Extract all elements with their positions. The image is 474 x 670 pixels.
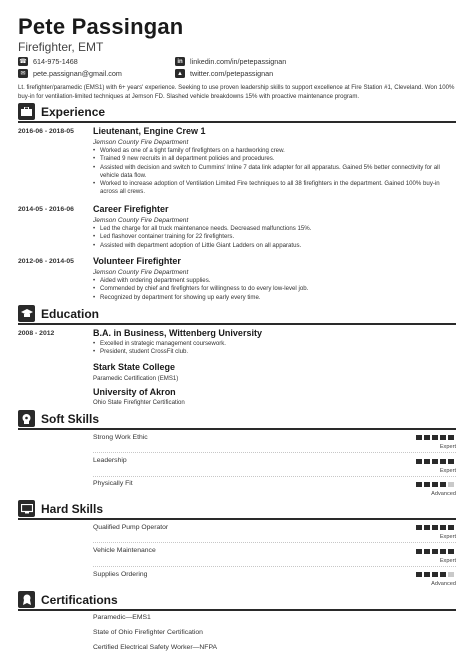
education-header [18, 305, 99, 322]
experience-divider [18, 121, 456, 123]
soft-skills-header [18, 410, 99, 427]
rating-dot-filled [424, 435, 430, 440]
linkedin-contact[interactable] [175, 57, 286, 66]
rating-dot-filled [432, 525, 438, 530]
experience-header [18, 103, 105, 120]
skill-separator [93, 566, 456, 567]
soft-skills-title: Soft Skills [41, 411, 100, 426]
list-item: • Worked as one of a tight family of firefighters on a hardworking crew. [93, 147, 458, 155]
job-2-company: Jemson County Fire Department [93, 217, 189, 224]
rating-dot-filled [432, 459, 438, 464]
soft-skill-2-name: Leadership [93, 457, 127, 464]
hard-skills-divider [18, 518, 456, 520]
email-text[interactable]: pete.passignan@gmail.com [33, 69, 122, 78]
envelope-icon: ✉ [18, 69, 28, 78]
rating-dot-filled [424, 525, 430, 530]
rating-dot-empty [448, 572, 454, 577]
rating-dot-filled [432, 549, 438, 554]
rating-dot-filled [416, 459, 422, 464]
list-item: • Aided with ordering department supplies. [93, 277, 458, 285]
hard-skills-header [18, 500, 103, 517]
briefcase-icon [18, 103, 35, 120]
soft-skills-divider [18, 428, 456, 430]
graduation-cap-icon [18, 305, 35, 322]
rating-dot-filled [432, 435, 438, 440]
rating-dot-filled [432, 482, 438, 487]
monitor-icon [18, 500, 35, 517]
skill-rating [416, 482, 454, 487]
skill-rating [416, 459, 454, 464]
rating-dot-filled [448, 459, 454, 464]
edu-1-bullets [93, 340, 458, 357]
soft-skill-2-level: Expert [439, 468, 456, 474]
rating-dot-filled [424, 482, 430, 487]
certification-item: Certified Electrical Safety Worker—NFPA [93, 644, 218, 651]
skill-separator [93, 476, 456, 477]
certification-item: State of Ohio Firefighter Certification [93, 629, 203, 636]
job-2-bullets [93, 225, 458, 250]
edu-1-dates: 2008 - 2012 [18, 330, 55, 337]
list-item: • Led the charge for all truck maintenance needs. Decreased malfunctions 15%. [93, 225, 458, 233]
rating-dot-filled [416, 572, 422, 577]
rating-dot-filled [440, 482, 446, 487]
email-contact[interactable] [18, 69, 122, 78]
job-3-dates: 2012-06 - 2014-05 [18, 258, 74, 265]
rating-dot-filled [440, 435, 446, 440]
linkedin-text[interactable]: linkedin.com/in/petepassignan [190, 57, 287, 66]
candidate-title: Firefighter, EMT [18, 40, 104, 54]
certifications-divider [18, 609, 456, 611]
soft-skill-1-level: Expert [439, 444, 456, 450]
rating-dot-filled [424, 549, 430, 554]
edu-3-detail: Ohio State Firefighter Certification [93, 399, 185, 406]
rating-dot-filled [448, 435, 454, 440]
soft-skill-3-level: Advanced [431, 491, 456, 497]
rating-dot-empty [448, 482, 454, 487]
twitter-contact[interactable] [175, 69, 273, 78]
list-item: • Assisted with decision and switch to Cummins' Inline 7 data link adapter for all apparatus. Gained 5% better connectivity for all vehicle data flow. [93, 164, 458, 181]
skill-separator [93, 452, 456, 453]
list-item: • Assisted with department adoption of Little Giant Ladders on all apparatus. [93, 242, 458, 250]
edu-1-title: B.A. in Business, Wittenberg University [93, 328, 262, 338]
edu-3-title: University of Akron [93, 387, 176, 397]
rating-dot-filled [448, 525, 454, 530]
edu-2-title: Stark State College [93, 362, 176, 372]
rating-dot-filled [416, 525, 422, 530]
rating-dot-filled [440, 459, 446, 464]
job-1-bullets [93, 147, 458, 197]
soft-skill-3-name: Physically Fit [93, 480, 133, 487]
job-3-bullets [93, 277, 458, 302]
skill-rating [416, 525, 454, 530]
hard-skill-3-name: Supplies Ordering [93, 571, 148, 578]
certifications-title: Certifications [41, 592, 118, 607]
education-divider [18, 323, 456, 325]
hard-skill-1-level: Expert [439, 534, 456, 540]
job-3-title: Volunteer Firefighter [93, 256, 181, 266]
hard-skill-2-name: Vehicle Maintenance [93, 547, 156, 554]
phone-text: 614-975-1468 [33, 57, 78, 66]
rating-dot-filled [424, 572, 430, 577]
rating-dot-filled [424, 459, 430, 464]
skill-rating [416, 572, 454, 577]
hard-skills-title: Hard Skills [41, 501, 104, 516]
skill-rating [416, 549, 454, 554]
rating-dot-filled [440, 572, 446, 577]
rating-dot-filled [416, 435, 422, 440]
job-1-title: Lieutenant, Engine Crew 1 [93, 126, 206, 136]
list-item: • Recognized by department for showing up early every time. [93, 294, 458, 302]
soft-skill-1-name: Strong Work Ethic [93, 434, 148, 441]
twitter-text[interactable]: twitter.com/petepassignan [190, 69, 274, 78]
rating-dot-filled [440, 549, 446, 554]
certifications-header [18, 591, 118, 608]
job-2-dates: 2014-05 - 2016-06 [18, 206, 74, 213]
twitter-icon: ▲ [175, 69, 185, 78]
rating-dot-filled [448, 549, 454, 554]
rating-dot-filled [416, 482, 422, 487]
summary-text: Lt. firefighter/paramedic (EMS1) with 6+ years' experience. Seeking to use proven leadership skills to support excellence at Fire Station #1, Cleveland. Won 100% buy-in for ventilation-limited techniques at Jemson FD. Slashed vehicle breakdowns 15% with proactive maintenance program. [18, 84, 455, 100]
list-item: • President, student CrossFit club. [93, 348, 458, 356]
skill-rating [416, 435, 454, 440]
linkedin-icon: in [175, 57, 185, 66]
list-item: • Trained 9 new recruits in all department policies and procedures. [93, 155, 458, 163]
hard-skill-3-level: Advanced [431, 581, 456, 587]
rating-dot-filled [416, 549, 422, 554]
hard-skill-2-level: Expert [439, 558, 456, 564]
list-item: • Worked to increase adoption of Ventilation Limited Fire techniques to all 38 firefighters in the department. Gained 100% buy-in across all crews. [93, 180, 458, 197]
education-title: Education [41, 306, 100, 321]
award-icon [18, 591, 35, 608]
list-item: • Led flashover container training for 22 firefighters. [93, 233, 458, 241]
job-2-title: Career Firefighter [93, 204, 169, 214]
hard-skill-1-name: Qualified Pump Operator [93, 524, 169, 531]
phone-contact [18, 57, 78, 66]
edu-2-detail: Paramedic Certification (EMS1) [93, 375, 179, 382]
experience-title: Experience [41, 104, 106, 119]
rating-dot-filled [440, 525, 446, 530]
list-item: • Excelled in strategic management coursework. [93, 340, 458, 348]
head-gear-icon [18, 410, 35, 427]
candidate-name: Pete Passingan [18, 14, 184, 39]
rating-dot-filled [432, 572, 438, 577]
job-3-company: Jemson County Fire Department [93, 269, 189, 276]
list-item: • Commended by chief and firefighters for willingness to do every low-level job. [93, 285, 458, 293]
skill-separator [93, 542, 456, 543]
phone-icon: ☎ [19, 58, 27, 65]
job-1-company: Jemson County Fire Department [93, 139, 189, 146]
certification-item: Paramedic—EMS1 [93, 614, 151, 621]
job-1-dates: 2016-06 - 2018-05 [18, 128, 74, 135]
